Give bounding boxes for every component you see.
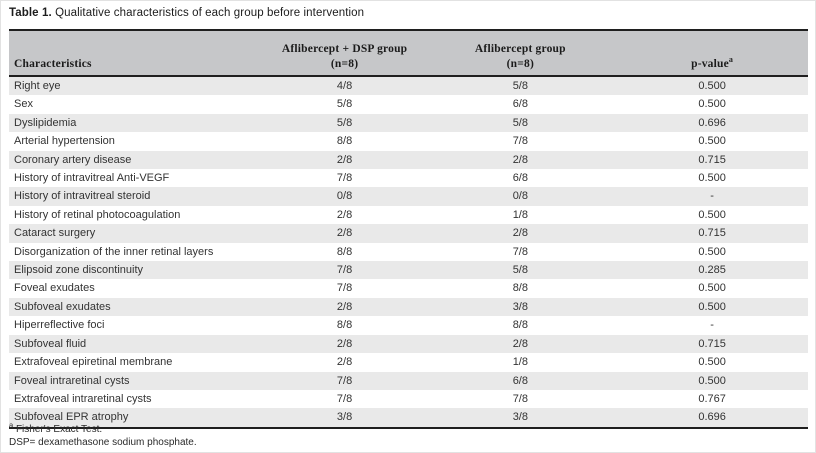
pvalue-label: p-value — [691, 58, 729, 70]
characteristic-cell: Extrafoveal intraretinal cysts — [14, 392, 152, 405]
table-title-text: Qualitative characteristics of each group before intervention — [55, 7, 365, 19]
pvalue-cell: 0.500 — [698, 135, 726, 148]
characteristic-cell: Dyslipidemia — [9, 114, 265, 132]
table-row — [9, 390, 808, 408]
header-spacer — [9, 30, 265, 55]
characteristic-cell: Extrafoveal epiretinal membrane — [14, 356, 173, 369]
header-group1-name: Aflibercept + DSP group — [265, 30, 425, 55]
table-row — [9, 132, 808, 150]
group2-value-cell: 2/8 — [424, 151, 616, 169]
group1-value-cell: 2/8 — [265, 335, 425, 353]
header-group1-n: (n=8) — [265, 55, 425, 76]
group2-value-cell: 7/8 — [512, 135, 528, 148]
group1-value-cell: 2/8 — [336, 208, 353, 221]
group2-value-cell: 2/8 — [424, 224, 616, 242]
characteristic-cell: Sex — [14, 98, 33, 111]
group2-value-cell: 6/8 — [512, 98, 528, 111]
pvalue-cell: 0.500 — [616, 372, 808, 390]
table-row — [9, 316, 808, 334]
footnote-fisher — [9, 420, 197, 436]
footnote-superscript: a — [9, 420, 14, 430]
group1-value-cell: 8/8 — [336, 319, 353, 332]
header-row-labels — [9, 55, 808, 76]
group2-value-cell: 7/8 — [512, 392, 528, 405]
group2-value-cell: 3/8 — [424, 298, 616, 316]
pvalue-cell: 0.500 — [698, 208, 726, 221]
table-header — [9, 30, 808, 76]
pvalue-cell: 0.715 — [616, 335, 808, 353]
table-row — [9, 279, 808, 297]
group1-value-cell: 2/8 — [265, 224, 425, 242]
table-row — [9, 114, 808, 132]
group2-value-cell: 5/8 — [424, 114, 616, 132]
table-row — [9, 335, 808, 353]
pvalue-cell: 0.500 — [698, 245, 726, 258]
group2-value-cell: 0/8 — [424, 187, 616, 205]
group1-value-cell: 7/8 — [265, 372, 425, 390]
group1-value-cell: 0/8 — [265, 187, 425, 205]
pvalue-cell: 0.500 — [698, 172, 726, 185]
group1-value-cell: 2/8 — [265, 151, 425, 169]
group1-value-cell: 7/8 — [336, 392, 353, 405]
characteristic-cell: Disorganization of the inner retinal layers — [14, 245, 214, 258]
header-group2-n: (n=8) — [424, 55, 616, 76]
header-spacer-right — [616, 30, 808, 55]
header-characteristics: Characteristics — [9, 55, 265, 76]
group2-value-cell: 3/8 — [424, 408, 616, 427]
pvalue-cell: - — [710, 319, 714, 332]
table-row — [9, 261, 808, 279]
group2-value-cell: 6/8 — [512, 172, 528, 185]
table-row — [9, 76, 808, 95]
group1-value-cell: 2/8 — [336, 356, 353, 369]
pvalue-cell: 0.500 — [698, 98, 726, 111]
pvalue-cell: 0.285 — [616, 261, 808, 279]
header-row-groups — [9, 30, 808, 55]
group1-value-cell: 3/8 — [265, 408, 425, 427]
group2-value-cell: 5/8 — [424, 76, 616, 95]
footnote-dsp-text: DSP= dexamethasone sodium phosphate. — [9, 437, 197, 448]
table-title — [9, 7, 364, 19]
group1-value-cell: 7/8 — [336, 282, 353, 295]
group2-value-cell: 8/8 — [512, 319, 528, 332]
pvalue-cell: 0.715 — [616, 151, 808, 169]
characteristic-cell: Cataract surgery — [9, 224, 265, 242]
group1-value-cell: 5/8 — [265, 114, 425, 132]
characteristic-cell: Coronary artery disease — [9, 151, 265, 169]
group1-value-cell: 7/8 — [336, 172, 353, 185]
table-number-label: Table 1. — [9, 7, 52, 19]
pvalue-cell: 0.500 — [698, 282, 726, 295]
table-row — [9, 224, 808, 242]
characteristic-cell: Right eye — [9, 76, 265, 95]
group2-value-cell: 6/8 — [424, 372, 616, 390]
footnote-fisher-text: Fisher's Exact Test. — [13, 424, 103, 435]
characteristic-cell: Subfoveal exudates — [9, 298, 265, 316]
characteristic-cell: Arterial hypertension — [14, 135, 115, 148]
group1-value-cell: 8/8 — [336, 245, 353, 258]
pvalue-cell: - — [616, 187, 808, 205]
table-row — [9, 151, 808, 169]
characteristic-cell: History of intravitreal Anti-VEGF — [14, 172, 170, 185]
pvalue-superscript: a — [728, 55, 734, 65]
pvalue-cell: 0.500 — [698, 356, 726, 369]
table-row — [9, 298, 808, 316]
pvalue-cell: 0.500 — [616, 76, 808, 95]
characteristic-cell: Foveal intraretinal cysts — [9, 372, 265, 390]
characteristics-table — [9, 29, 808, 429]
table-row — [9, 95, 808, 113]
footnotes — [9, 420, 197, 449]
table-row — [9, 187, 808, 205]
group1-value-cell: 4/8 — [265, 76, 425, 95]
group1-value-cell: 8/8 — [336, 135, 353, 148]
table-row — [9, 206, 808, 224]
characteristic-cell: Subfoveal fluid — [9, 335, 265, 353]
group2-value-cell: 2/8 — [424, 335, 616, 353]
characteristic-cell: Elipsoid zone discontinuity — [9, 261, 265, 279]
table-body — [9, 76, 808, 428]
group2-value-cell: 8/8 — [512, 282, 528, 295]
characteristic-cell: History of retinal photocoagulation — [14, 208, 181, 221]
table-row — [9, 169, 808, 187]
group2-value-cell: 7/8 — [512, 245, 528, 258]
characteristic-cell: Hiperreflective foci — [14, 319, 105, 332]
group1-value-cell: 7/8 — [265, 261, 425, 279]
table-row — [9, 243, 808, 261]
characteristic-cell: Foveal exudates — [14, 282, 95, 295]
footnote-dsp — [9, 436, 197, 449]
group2-value-cell: 5/8 — [424, 261, 616, 279]
table-row — [9, 372, 808, 390]
pvalue-cell: 0.500 — [616, 298, 808, 316]
characteristic-cell: Subfoveal EPR atrophy — [9, 408, 265, 427]
header-group2-name: Aflibercept group — [424, 30, 616, 55]
table-row — [9, 353, 808, 371]
pvalue-cell: 0.715 — [616, 224, 808, 242]
group1-value-cell: 5/8 — [336, 98, 353, 111]
header-pvalue — [616, 55, 808, 76]
pvalue-cell: 0.696 — [616, 408, 808, 427]
characteristic-cell: History of intravitreal steroid — [9, 187, 265, 205]
group1-value-cell: 2/8 — [265, 298, 425, 316]
pvalue-cell: 0.696 — [616, 114, 808, 132]
group2-value-cell: 1/8 — [512, 208, 528, 221]
group2-value-cell: 1/8 — [512, 356, 528, 369]
pvalue-cell: 0.767 — [698, 392, 726, 405]
